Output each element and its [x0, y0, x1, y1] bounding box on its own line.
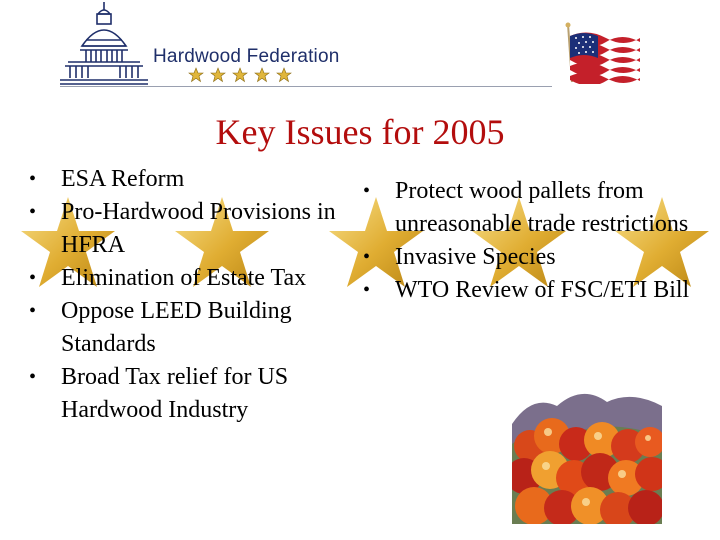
slide-header: [0, 0, 720, 100]
list-item: • WTO Review of FSC/ETI Bill: [363, 277, 690, 303]
us-flag-icon: [560, 22, 642, 84]
rating-stars-icon: [188, 67, 298, 83]
list-item: • Pro-Hardwood Provisions in HFRA: [29, 199, 336, 258]
list-item: • ESA Reform: [29, 166, 185, 192]
right-issue-list: [352, 175, 697, 307]
left-issue-list: [18, 163, 348, 427]
list-item: • Broad Tax relief for US Hardwood Industry: [29, 364, 289, 423]
header-divider: [60, 86, 552, 87]
slide-title: Key Issues for 2005: [215, 112, 505, 152]
list-item: • Elimination of Estate Tax: [29, 265, 307, 291]
list-item: • Protect wood pallets from unreasonable trade restrictions: [363, 178, 689, 237]
list-item: • Oppose LEED Building Standards: [29, 298, 292, 357]
list-item: • Invasive Species: [363, 244, 556, 270]
capitol-dome-icon: [60, 0, 155, 88]
autumn-trees-icon: [512, 384, 662, 524]
organization-name: Hardwood Federation: [153, 46, 340, 67]
